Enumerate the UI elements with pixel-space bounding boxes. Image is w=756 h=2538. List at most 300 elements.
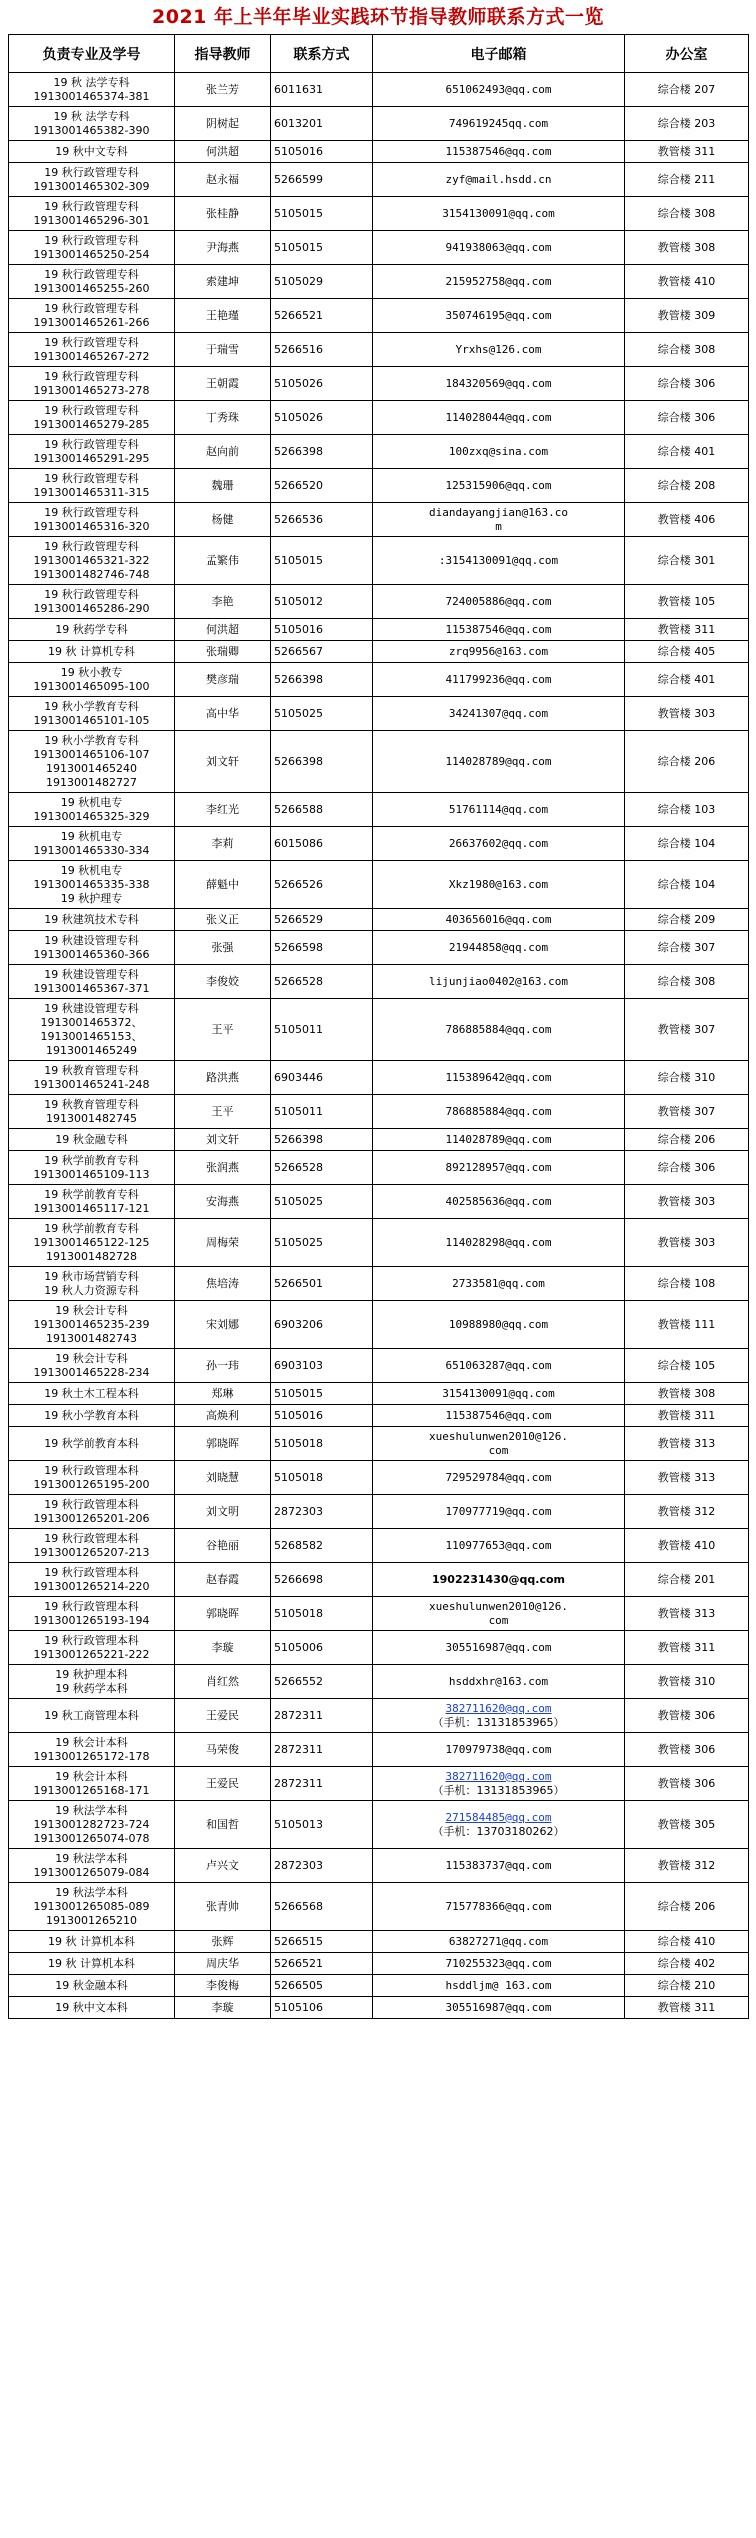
cell-teacher: 马荣俊: [175, 1733, 271, 1767]
cell-teacher: 王平: [175, 999, 271, 1061]
email-text: 786885884@qq.com: [445, 1104, 552, 1118]
email-text: 51761114@qq.com: [448, 802, 549, 816]
cell-major: 19 秋法学本科 1913001265085-089 1913001265210: [9, 1883, 175, 1931]
cell-phone: 5105029: [271, 265, 373, 299]
cell-office: 综合楼 201: [625, 1563, 749, 1597]
cell-office: 综合楼 209: [625, 909, 749, 931]
cell-major: 19 秋行政管理本科 1913001265193-194: [9, 1597, 175, 1631]
cell-office: 综合楼 206: [625, 1883, 749, 1931]
email-text: xueshulunwen2010@126. com: [428, 1429, 569, 1457]
table-row: [9, 585, 749, 619]
table-row: [9, 469, 749, 503]
table-row: [9, 265, 749, 299]
cell-office: 教管楼 306: [625, 1767, 749, 1801]
email-text: 892128957@qq.com: [445, 1160, 552, 1174]
table-row: [9, 965, 749, 999]
cell-office: 教管楼 311: [625, 141, 749, 163]
cell-office: 综合楼 301: [625, 537, 749, 585]
cell-teacher: 何洪超: [175, 141, 271, 163]
cell-phone: 5266528: [271, 965, 373, 999]
cell-phone: 5105106: [271, 1997, 373, 2019]
cell-email: [373, 1699, 625, 1733]
email-link[interactable]: 382711620@qq.com: [445, 1701, 552, 1715]
cell-teacher: 郭晓晖: [175, 1427, 271, 1461]
cell-teacher: 王爱民: [175, 1699, 271, 1733]
cell-phone: 6903446: [271, 1061, 373, 1095]
cell-major: 19 秋建筑技术专科: [9, 909, 175, 931]
cell-major: 19 秋 法学专科 1913001465374-381: [9, 73, 175, 107]
cell-major: 19 秋金融专科: [9, 1129, 175, 1151]
cell-phone: 5105011: [271, 999, 373, 1061]
table-row: [9, 1767, 749, 1801]
cell-office: 综合楼 103: [625, 793, 749, 827]
table-row: [9, 663, 749, 697]
cell-email: [373, 537, 625, 585]
cell-phone: 5105006: [271, 1631, 373, 1665]
cell-phone: 6903103: [271, 1349, 373, 1383]
table-row: [9, 641, 749, 663]
cell-office: 综合楼 306: [625, 401, 749, 435]
cell-major: 19 秋行政管理专科 1913001465267-272: [9, 333, 175, 367]
cell-teacher: 杨健: [175, 503, 271, 537]
email-text: 2733581@qq.com: [452, 1276, 545, 1290]
cell-email: [373, 197, 625, 231]
cell-email: [373, 469, 625, 503]
table-row: [9, 1349, 749, 1383]
cell-email: [373, 1349, 625, 1383]
cell-teacher: 路洪燕: [175, 1061, 271, 1095]
email-text: 115389642@qq.com: [445, 1070, 552, 1084]
cell-phone: 5266398: [271, 663, 373, 697]
contact-table: [8, 34, 749, 2019]
cell-phone: 6015086: [271, 827, 373, 861]
email-text: 184320569@qq.com: [445, 376, 552, 390]
email-text: :3154130091@qq.com: [438, 553, 559, 567]
cell-office: 综合楼 207: [625, 73, 749, 107]
cell-office: 综合楼 401: [625, 435, 749, 469]
cell-major: 19 秋行政管理专科 1913001465291-295: [9, 435, 175, 469]
table-row: [9, 1383, 749, 1405]
email-text: 215952758@qq.com: [445, 274, 552, 288]
cell-office: 综合楼 306: [625, 367, 749, 401]
cell-office: 综合楼 401: [625, 663, 749, 697]
cell-phone: 5105012: [271, 585, 373, 619]
cell-email: [373, 1219, 625, 1267]
cell-major: 19 秋行政管理专科 1913001465316-320: [9, 503, 175, 537]
cell-office: 综合楼 310: [625, 1061, 749, 1095]
cell-email: [373, 1849, 625, 1883]
table-row: [9, 1529, 749, 1563]
cell-teacher: 王平: [175, 1095, 271, 1129]
table-row: [9, 197, 749, 231]
table-row: [9, 931, 749, 965]
cell-phone: 5266398: [271, 731, 373, 793]
email-text: 941938063@qq.com: [445, 240, 552, 254]
cell-office: 综合楼 206: [625, 731, 749, 793]
cell-major: 19 秋小学教育本科: [9, 1405, 175, 1427]
cell-phone: 5266536: [271, 503, 373, 537]
cell-phone: 5266588: [271, 793, 373, 827]
cell-teacher: 郭晓晖: [175, 1597, 271, 1631]
cell-email: [373, 793, 625, 827]
cell-major: 19 秋 计算机本科: [9, 1953, 175, 1975]
table-row: [9, 1849, 749, 1883]
header-major: 负责专业及学号: [9, 35, 175, 73]
table-row: [9, 1495, 749, 1529]
cell-major: 19 秋学前教育本科: [9, 1427, 175, 1461]
cell-major: 19 秋小学教育专科 1913001465106-107 1913001465240 1913001482727: [9, 731, 175, 793]
cell-teacher: 薛魁中: [175, 861, 271, 909]
cell-phone: 5105015: [271, 537, 373, 585]
cell-phone: 5266529: [271, 909, 373, 931]
cell-phone: 5105015: [271, 231, 373, 265]
cell-phone: 5266568: [271, 1883, 373, 1931]
table-row: [9, 731, 749, 793]
cell-phone: 5105026: [271, 401, 373, 435]
header-phone: 联系方式: [271, 35, 373, 73]
cell-teacher: 周庆华: [175, 1953, 271, 1975]
cell-phone: 2872311: [271, 1733, 373, 1767]
cell-email: [373, 1801, 625, 1849]
cell-email: [373, 1883, 625, 1931]
table-row: [9, 697, 749, 731]
cell-teacher: 李俊姣: [175, 965, 271, 999]
cell-email: [373, 619, 625, 641]
cell-teacher: 阴树起: [175, 107, 271, 141]
table-row: [9, 163, 749, 197]
cell-office: 综合楼 307: [625, 931, 749, 965]
email-text: diandayangjian@163.co m: [428, 505, 569, 533]
table-row: [9, 1597, 749, 1631]
cell-teacher: 卢兴文: [175, 1849, 271, 1883]
cell-teacher: 安海燕: [175, 1185, 271, 1219]
cell-major: 19 秋行政管理本科 1913001265207-213: [9, 1529, 175, 1563]
email-text: 403656016@qq.com: [445, 912, 552, 926]
table-row: [9, 1061, 749, 1095]
email-text: 114028789@qq.com: [445, 1132, 552, 1146]
cell-teacher: 谷艳丽: [175, 1529, 271, 1563]
cell-office: 综合楼 211: [625, 163, 749, 197]
cell-teacher: 李俊梅: [175, 1975, 271, 1997]
cell-email: [373, 1529, 625, 1563]
cell-office: 综合楼 306: [625, 1151, 749, 1185]
cell-teacher: 周梅荣: [175, 1219, 271, 1267]
cell-teacher: 肖红然: [175, 1665, 271, 1699]
cell-major: 19 秋建设管理专科 1913001465367-371: [9, 965, 175, 999]
email-text: 115383737@qq.com: [445, 1858, 552, 1872]
table-row: [9, 619, 749, 641]
table-row: [9, 401, 749, 435]
cell-phone: 6011631: [271, 73, 373, 107]
cell-major: 19 秋行政管理专科 1913001465302-309: [9, 163, 175, 197]
cell-major: 19 秋金融本科: [9, 1975, 175, 1997]
cell-email: [373, 1975, 625, 1997]
cell-major: 19 秋土木工程本科: [9, 1383, 175, 1405]
cell-email: [373, 1767, 625, 1801]
cell-office: 教管楼 111: [625, 1301, 749, 1349]
cell-email: [373, 965, 625, 999]
cell-office: 教管楼 307: [625, 999, 749, 1061]
cell-email: [373, 1095, 625, 1129]
cell-email: [373, 107, 625, 141]
cell-phone: 5105018: [271, 1461, 373, 1495]
table-row: [9, 141, 749, 163]
cell-office: 教管楼 306: [625, 1699, 749, 1733]
email-text: 63827271@qq.com: [448, 1934, 549, 1948]
email-text: 114028789@qq.com: [445, 754, 552, 768]
email-text: 651063287@qq.com: [445, 1358, 552, 1372]
table-row: [9, 435, 749, 469]
cell-email: [373, 697, 625, 731]
cell-major: 19 秋小学教育专科 1913001465101-105: [9, 697, 175, 731]
cell-email: [373, 1931, 625, 1953]
cell-major: 19 秋行政管理专科 1913001465311-315: [9, 469, 175, 503]
cell-email: [373, 299, 625, 333]
email-link[interactable]: 271584485@qq.com: [445, 1810, 552, 1824]
cell-teacher: 王艳瑾: [175, 299, 271, 333]
cell-office: 教管楼 307: [625, 1095, 749, 1129]
cell-office: 教管楼 410: [625, 1529, 749, 1563]
table-row: [9, 367, 749, 401]
cell-phone: 5266398: [271, 435, 373, 469]
cell-office: 教管楼 105: [625, 585, 749, 619]
cell-phone: 5105026: [271, 367, 373, 401]
cell-teacher: 孟繁伟: [175, 537, 271, 585]
cell-major: 19 秋行政管理专科 1913001465250-254: [9, 231, 175, 265]
email-text: 114028298@qq.com: [445, 1235, 552, 1249]
cell-phone: 5266521: [271, 1953, 373, 1975]
email-text: 651062493@qq.com: [445, 82, 552, 96]
email-text: 114028044@qq.com: [445, 410, 552, 424]
header-email: 电子邮箱: [373, 35, 625, 73]
cell-office: 教管楼 311: [625, 1405, 749, 1427]
cell-office: 教管楼 306: [625, 1733, 749, 1767]
page-title: 2021 年上半年毕业实践环节指导教师联系方式一览: [152, 6, 604, 28]
email-text: 34241307@qq.com: [448, 706, 549, 720]
email-text: 26637602@qq.com: [448, 836, 549, 850]
email-link[interactable]: 382711620@qq.com: [445, 1769, 552, 1783]
cell-major: 19 秋中文本科: [9, 1997, 175, 2019]
cell-teacher: 刘文轩: [175, 731, 271, 793]
cell-teacher: 尹海燕: [175, 231, 271, 265]
email-text: Xkz1980@163.com: [448, 877, 549, 891]
table-row: [9, 861, 749, 909]
cell-teacher: 赵永福: [175, 163, 271, 197]
cell-office: 教管楼 309: [625, 299, 749, 333]
cell-phone: 6903206: [271, 1301, 373, 1349]
cell-teacher: 张桂静: [175, 197, 271, 231]
table-row: [9, 73, 749, 107]
cell-major: 19 秋机电专 1913001465325-329: [9, 793, 175, 827]
cell-email: [373, 1733, 625, 1767]
cell-teacher: 魏珊: [175, 469, 271, 503]
cell-phone: 5266528: [271, 1151, 373, 1185]
email-text: 411799236@qq.com: [445, 672, 552, 686]
cell-major: 19 秋 计算机本科: [9, 1931, 175, 1953]
cell-major: 19 秋行政管理本科 1913001265221-222: [9, 1631, 175, 1665]
cell-teacher: 刘文明: [175, 1495, 271, 1529]
cell-phone: 5105015: [271, 1383, 373, 1405]
cell-phone: 5266698: [271, 1563, 373, 1597]
cell-phone: 5105011: [271, 1095, 373, 1129]
cell-phone: 5266567: [271, 641, 373, 663]
cell-phone: 5266526: [271, 861, 373, 909]
email-text: hsddxhr@163.com: [448, 1674, 549, 1688]
cell-phone: 5105016: [271, 141, 373, 163]
cell-email: [373, 663, 625, 697]
table-header-row: [9, 35, 749, 73]
cell-teacher: 王爱民: [175, 1767, 271, 1801]
cell-office: 教管楼 310: [625, 1665, 749, 1699]
cell-teacher: 李璇: [175, 1997, 271, 2019]
cell-teacher: 张瑞卿: [175, 641, 271, 663]
cell-major: 19 秋 计算机专科: [9, 641, 175, 663]
cell-teacher: 高焕利: [175, 1405, 271, 1427]
cell-major: 19 秋法学本科 1913001265079-084: [9, 1849, 175, 1883]
email-text: 170979738@qq.com: [445, 1742, 552, 1756]
email-text: zrq9956@163.com: [448, 644, 549, 658]
cell-email: [373, 401, 625, 435]
table-row: [9, 1883, 749, 1931]
cell-teacher: 刘文轩: [175, 1129, 271, 1151]
cell-phone: 5266398: [271, 1129, 373, 1151]
cell-email: [373, 1405, 625, 1427]
cell-major: 19 秋行政管理专科 1913001465261-266: [9, 299, 175, 333]
cell-phone: 5266501: [271, 1267, 373, 1301]
cell-major: 19 秋行政管理专科 1913001465273-278: [9, 367, 175, 401]
cell-email: [373, 1267, 625, 1301]
cell-major: 19 秋教育管理专科 1913001482745: [9, 1095, 175, 1129]
email-text: 1902231430@qq.com: [431, 1572, 565, 1586]
cell-major: 19 秋法学本科 1913001282723-724 1913001265074-078: [9, 1801, 175, 1849]
email-text: Yrxhs@126.com: [455, 342, 542, 356]
email-text: 724005886@qq.com: [445, 594, 552, 608]
cell-major: 19 秋会计专科 1913001465235-239 1913001482743: [9, 1301, 175, 1349]
email-text: 3154130091@qq.com: [442, 1386, 555, 1400]
cell-office: 综合楼 206: [625, 1129, 749, 1151]
cell-phone: 5266521: [271, 299, 373, 333]
cell-email: [373, 1563, 625, 1597]
cell-office: 教管楼 311: [625, 1631, 749, 1665]
table-row: [9, 1563, 749, 1597]
cell-email: [373, 999, 625, 1061]
email-text: 710255323@qq.com: [445, 1956, 552, 1970]
cell-major: 19 秋 法学专科 1913001465382-390: [9, 107, 175, 141]
table-row: [9, 1185, 749, 1219]
cell-major: 19 秋中文专科: [9, 141, 175, 163]
table-row: [9, 1953, 749, 1975]
email-phone-note: （手机：13131853965）: [432, 1715, 565, 1729]
cell-office: 教管楼 312: [625, 1849, 749, 1883]
cell-office: 教管楼 311: [625, 619, 749, 641]
email-text: 305516987@qq.com: [445, 2000, 552, 2014]
cell-phone: 5105018: [271, 1427, 373, 1461]
cell-teacher: 何洪超: [175, 619, 271, 641]
table-row: [9, 1151, 749, 1185]
cell-major: 19 秋建设管理专科 1913001465360-366: [9, 931, 175, 965]
cell-teacher: 张义正: [175, 909, 271, 931]
table-row: [9, 1129, 749, 1151]
cell-phone: 5105025: [271, 1219, 373, 1267]
cell-teacher: 孙一玮: [175, 1349, 271, 1383]
cell-office: 教管楼 313: [625, 1597, 749, 1631]
cell-office: 教管楼 406: [625, 503, 749, 537]
cell-teacher: 刘晓慧: [175, 1461, 271, 1495]
cell-major: 19 秋护理本科 19 秋药学本科: [9, 1665, 175, 1699]
table-row: [9, 1405, 749, 1427]
table-row: [9, 1801, 749, 1849]
cell-major: 19 秋行政管理专科 1913001465296-301: [9, 197, 175, 231]
cell-email: [373, 1151, 625, 1185]
cell-phone: 5266520: [271, 469, 373, 503]
cell-phone: 5266516: [271, 333, 373, 367]
cell-teacher: 郑琳: [175, 1383, 271, 1405]
email-phone-note: （手机：13703180262）: [432, 1824, 565, 1838]
cell-office: 综合楼 308: [625, 333, 749, 367]
cell-phone: 5105016: [271, 619, 373, 641]
cell-teacher: 索建坤: [175, 265, 271, 299]
cell-phone: 2872311: [271, 1767, 373, 1801]
table-row: [9, 1095, 749, 1129]
cell-email: [373, 141, 625, 163]
cell-email: [373, 1185, 625, 1219]
table-row: [9, 1267, 749, 1301]
cell-office: 教管楼 303: [625, 1185, 749, 1219]
cell-email: [373, 1631, 625, 1665]
email-text: 110977653@qq.com: [445, 1538, 552, 1552]
cell-major: 19 秋行政管理本科 1913001265201-206: [9, 1495, 175, 1529]
cell-phone: 5268582: [271, 1529, 373, 1563]
cell-major: 19 秋行政管理本科 1913001265195-200: [9, 1461, 175, 1495]
cell-teacher: 张润燕: [175, 1151, 271, 1185]
table-row: [9, 503, 749, 537]
email-text: 350746195@qq.com: [445, 308, 552, 322]
cell-major: 19 秋学前教育专科 1913001465109-113: [9, 1151, 175, 1185]
cell-email: [373, 73, 625, 107]
table-row: [9, 333, 749, 367]
header-office: 办公室: [625, 35, 749, 73]
cell-office: 综合楼 308: [625, 197, 749, 231]
cell-major: 19 秋学前教育专科 1913001465117-121: [9, 1185, 175, 1219]
cell-teacher: 李璇: [175, 1631, 271, 1665]
cell-email: [373, 231, 625, 265]
cell-teacher: 王朝霞: [175, 367, 271, 401]
email-phone-note: （手机：13131853965）: [432, 1783, 565, 1797]
table-row: [9, 909, 749, 931]
cell-email: [373, 1061, 625, 1095]
email-text: xueshulunwen2010@126. com: [428, 1599, 569, 1627]
cell-major: 19 秋教育管理专科 1913001465241-248: [9, 1061, 175, 1095]
table-row: [9, 827, 749, 861]
cell-email: [373, 827, 625, 861]
email-text: 100zxq@sina.com: [448, 444, 549, 458]
cell-email: [373, 909, 625, 931]
email-text: 402585636@qq.com: [445, 1194, 552, 1208]
email-text: 786885884@qq.com: [445, 1022, 552, 1036]
cell-teacher: 赵春霞: [175, 1563, 271, 1597]
cell-email: [373, 1427, 625, 1461]
cell-phone: 5105025: [271, 1185, 373, 1219]
cell-major: 19 秋工商管理本科: [9, 1699, 175, 1733]
cell-major: 19 秋会计本科 1913001265168-171: [9, 1767, 175, 1801]
email-text: 115387546@qq.com: [445, 144, 552, 158]
cell-office: 综合楼 210: [625, 1975, 749, 1997]
email-text: 170977719@qq.com: [445, 1504, 552, 1518]
cell-teacher: 李艳: [175, 585, 271, 619]
cell-teacher: 李红光: [175, 793, 271, 827]
cell-office: 教管楼 313: [625, 1461, 749, 1495]
table-row: [9, 1665, 749, 1699]
